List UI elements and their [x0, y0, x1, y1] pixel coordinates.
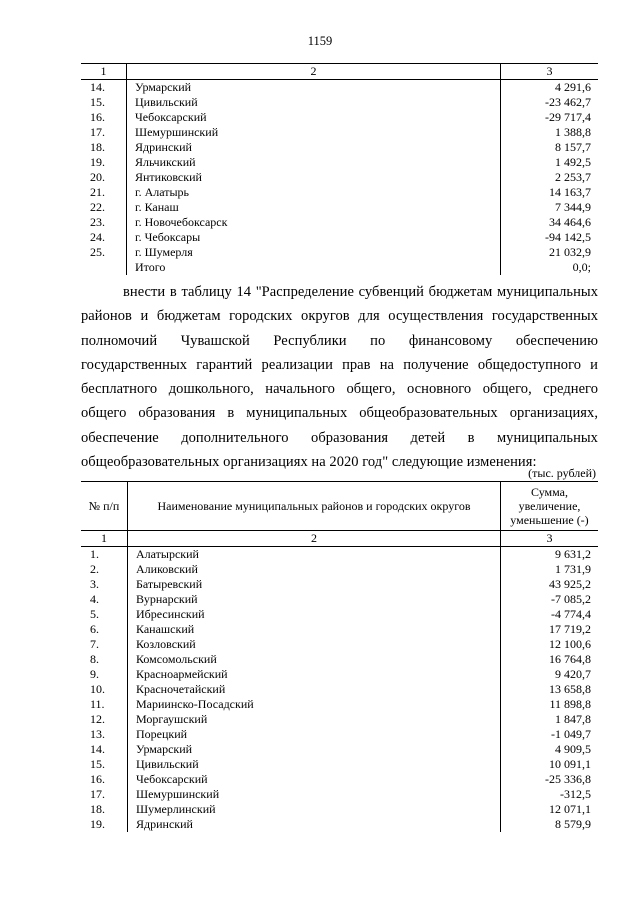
row-value: -1 049,7 — [501, 727, 599, 742]
table-row — [81, 95, 598, 110]
row-value: 1 388,8 — [501, 125, 599, 140]
row-name: Канашский — [128, 622, 501, 637]
table-row — [81, 547, 598, 563]
row-value: 12 100,6 — [501, 637, 599, 652]
row-number: 2. — [90, 562, 99, 576]
row-value: 8 579,9 — [501, 817, 599, 832]
row-name: Цивильский — [128, 757, 501, 772]
row-name: Шумерлинский — [128, 802, 501, 817]
row-name: г. Новочебоксарск — [127, 215, 501, 230]
row-number — [81, 260, 127, 275]
row-value: 4 909,5 — [501, 742, 599, 757]
table-row — [81, 772, 598, 787]
table-row — [81, 80, 598, 96]
row-value: 12 071,1 — [501, 802, 599, 817]
table-row — [81, 592, 598, 607]
column-index-2: 2 — [127, 64, 501, 80]
row-value: -7 085,2 — [501, 592, 599, 607]
row-value: 21 032,9 — [501, 245, 599, 260]
table-row — [81, 697, 598, 712]
table-row — [81, 667, 598, 682]
row-number: 17. — [90, 125, 105, 139]
table-row — [81, 245, 598, 260]
row-name: Чебоксарский — [127, 110, 501, 125]
row-value: 11 898,8 — [501, 697, 599, 712]
row-number: 16. — [90, 110, 105, 124]
row-number: 6. — [90, 622, 99, 636]
row-name: Чебоксарский — [128, 772, 501, 787]
row-value: -23 462,7 — [501, 95, 599, 110]
row-value: 14 163,7 — [501, 185, 599, 200]
row-number: 8. — [90, 652, 99, 666]
row-number: 7. — [90, 637, 99, 651]
column-index-1: 1 — [81, 531, 128, 547]
row-number: 25. — [90, 245, 105, 259]
table-row — [81, 125, 598, 140]
row-name: Комсомольский — [128, 652, 501, 667]
table-header-row — [81, 482, 598, 531]
table-row — [81, 682, 598, 697]
row-name: Мариинско-Посадский — [128, 697, 501, 712]
table-row — [81, 652, 598, 667]
row-number: 13. — [90, 727, 105, 741]
column-index-3: 3 — [501, 531, 599, 547]
row-value: 1 492,5 — [501, 155, 599, 170]
row-number: 22. — [90, 200, 105, 214]
table-row — [81, 622, 598, 637]
row-value: 1 731,9 — [501, 562, 599, 577]
row-value: 17 719,2 — [501, 622, 599, 637]
column-header-number: № п/п — [81, 482, 128, 531]
row-value: 0,0; — [501, 260, 599, 275]
row-name: г. Шумерля — [127, 245, 501, 260]
row-number: 15. — [90, 757, 105, 771]
row-value: -25 336,8 — [501, 772, 599, 787]
table-row — [81, 140, 598, 155]
row-name: Цивильский — [127, 95, 501, 110]
row-name: Красноармейский — [128, 667, 501, 682]
row-name: Итого — [127, 260, 501, 275]
table-index-row — [81, 531, 598, 547]
row-name: Шемуршинский — [128, 787, 501, 802]
row-value: 9 631,2 — [501, 547, 599, 563]
row-value: 9 420,7 — [501, 667, 599, 682]
subvention-changes-table — [81, 481, 598, 832]
row-number: 14. — [90, 742, 105, 756]
table-row — [81, 607, 598, 622]
table-row — [81, 817, 598, 832]
table-row — [81, 757, 598, 772]
row-name: Янтиковский — [127, 170, 501, 185]
column-index-3: 3 — [501, 64, 599, 80]
column-header-name: Наименование муниципальных районов и городских округов — [128, 482, 501, 531]
row-number: 20. — [90, 170, 105, 184]
table-row — [81, 727, 598, 742]
table-row — [81, 802, 598, 817]
row-value: -29 717,4 — [501, 110, 599, 125]
row-number: 3. — [90, 577, 99, 591]
subvention-table-continued — [81, 63, 598, 275]
row-number: 5. — [90, 607, 99, 621]
page-number: 1159 — [307, 34, 333, 48]
row-name: Моргаушский — [128, 712, 501, 727]
row-name: Ядринский — [128, 817, 501, 832]
column-index-2: 2 — [128, 531, 501, 547]
row-number: 15. — [90, 95, 105, 109]
row-value: 1 847,8 — [501, 712, 599, 727]
row-name: Порецкий — [128, 727, 501, 742]
row-number: 19. — [90, 817, 105, 831]
row-number: 18. — [90, 802, 105, 816]
row-value: -4 774,4 — [501, 607, 599, 622]
row-value: 7 344,9 — [501, 200, 599, 215]
amendment-paragraph: внести в таблицу 14 "Распределение субвенций бюджетам муниципальных районов и бюджетам городских округов для осуществления государственных полномочий Чувашской Республики по финансовому обеспечению государственных гарантий реализации прав на получение общедоступного и бесплатного дошкольного, начального общего, основного общего, среднего общего образования в муниципальных общеобразовательных организациях, обеспечение дополнительного образования детей в муниципальных общеобразовательных организациях на 2020 год" следующие изменения: — [81, 284, 598, 471]
table-row — [81, 230, 598, 245]
table-row — [81, 170, 598, 185]
row-name: Красночетайский — [128, 682, 501, 697]
table-row — [81, 215, 598, 230]
row-number: 18. — [90, 140, 105, 154]
row-name: Алатырский — [128, 547, 501, 563]
row-number: 23. — [90, 215, 105, 229]
row-name: г. Чебоксары — [127, 230, 501, 245]
table-row — [81, 260, 598, 275]
table-index-row — [81, 64, 598, 80]
row-value: 8 157,7 — [501, 140, 599, 155]
row-number: 14. — [90, 80, 105, 94]
row-value: 13 658,8 — [501, 682, 599, 697]
row-number: 16. — [90, 772, 105, 786]
table-row — [81, 637, 598, 652]
row-value: 16 764,8 — [501, 652, 599, 667]
row-name: Ибресинский — [128, 607, 501, 622]
row-name: г. Алатырь — [127, 185, 501, 200]
row-name: г. Канаш — [127, 200, 501, 215]
row-number: 21. — [90, 185, 105, 199]
row-name: Урмарский — [128, 742, 501, 757]
column-header-value: Сумма, увеличение, уменьшение (-) — [501, 482, 599, 531]
row-name: Козловский — [128, 637, 501, 652]
row-value: 10 091,1 — [501, 757, 599, 772]
row-name: Шемуршинский — [127, 125, 501, 140]
table-row — [81, 200, 598, 215]
table-row — [81, 712, 598, 727]
row-value: 43 925,2 — [501, 577, 599, 592]
row-number: 12. — [90, 712, 105, 726]
row-value: -94 142,5 — [501, 230, 599, 245]
column-index-1: 1 — [81, 64, 127, 80]
row-name: Аликовский — [128, 562, 501, 577]
table-row — [81, 110, 598, 125]
row-name: Батыревский — [128, 577, 501, 592]
row-value: 4 291,6 — [501, 80, 599, 96]
table-row — [81, 185, 598, 200]
row-number: 17. — [90, 787, 105, 801]
table-row — [81, 155, 598, 170]
row-name: Ядринский — [127, 140, 501, 155]
row-name: Яльчикский — [127, 155, 501, 170]
row-name: Урмарский — [127, 80, 501, 96]
row-number: 11. — [90, 697, 105, 711]
row-name: Вурнарский — [128, 592, 501, 607]
row-number: 1. — [90, 547, 99, 561]
row-value: 34 464,6 — [501, 215, 599, 230]
row-number: 4. — [90, 592, 99, 606]
row-number: 19. — [90, 155, 105, 169]
table-row — [81, 787, 598, 802]
row-number: 9. — [90, 667, 99, 681]
row-number: 10. — [90, 682, 105, 696]
row-number: 24. — [90, 230, 105, 244]
table-row — [81, 742, 598, 757]
row-value: -312,5 — [501, 787, 599, 802]
row-value: 2 253,7 — [501, 170, 599, 185]
unit-label: (тыс. рублей) — [528, 466, 596, 480]
table-row — [81, 562, 598, 577]
table-row — [81, 577, 598, 592]
